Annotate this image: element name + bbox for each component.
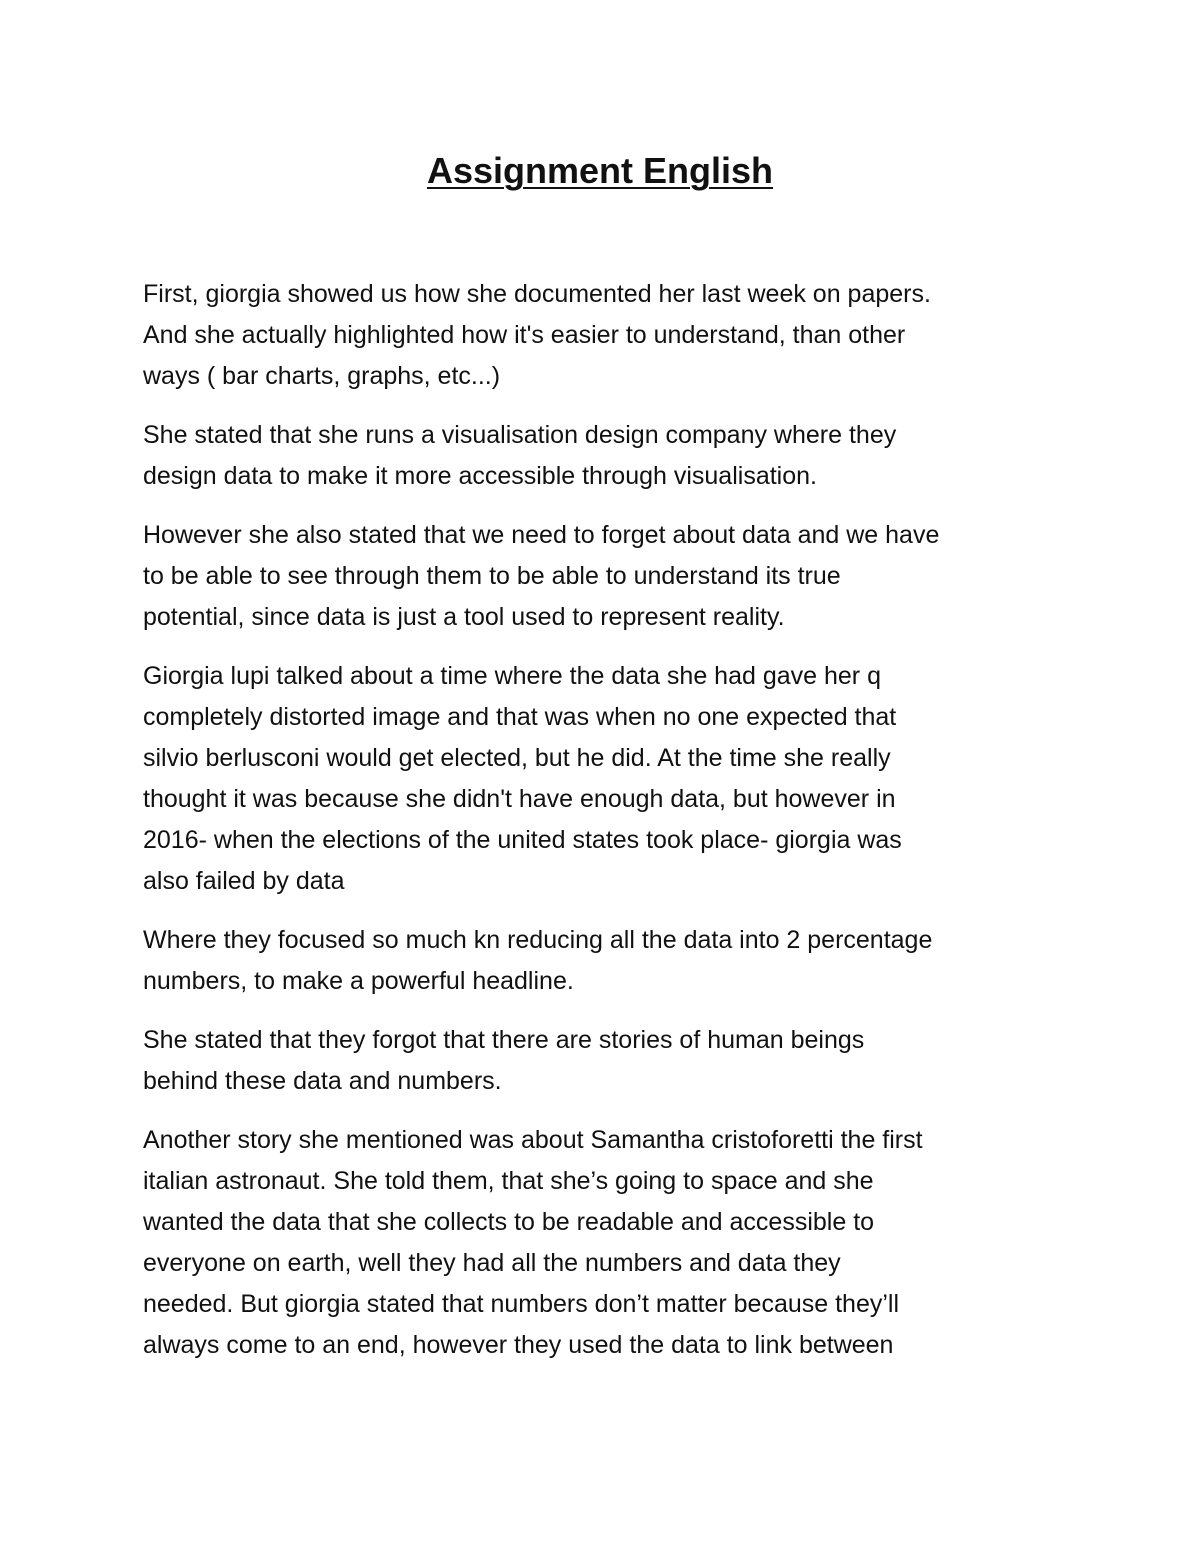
paragraph-1 [143, 274, 1073, 397]
paragraph-2 [143, 415, 1073, 497]
text-line: italian astronaut. She told them, that she’s going to space and she [143, 1167, 874, 1195]
paragraph-3 [143, 515, 1073, 638]
text-line: Where they focused so much kn reducing all the data into 2 percentage [143, 926, 933, 954]
text-line: design data to make it more accessible through visualisation. [143, 462, 817, 490]
text-line: thought it was because she didn't have enough data, but however in [143, 785, 896, 813]
document-title: Assignment English [426, 150, 774, 191]
text-line: everyone on earth, well they had all the numbers and data they [143, 1249, 841, 1277]
text-line: potential, since data is just a tool used to represent reality. [143, 603, 785, 631]
text-line: She stated that they forgot that there are stories of human beings [143, 1026, 865, 1054]
paragraph-7 [143, 1120, 1073, 1366]
text-line: silvio berlusconi would get elected, but he did. At the time she really [143, 744, 891, 772]
document-body [143, 274, 1073, 1384]
text-line: numbers, to make a powerful headline. [143, 967, 574, 995]
text-line: First, giorgia showed us how she documented her last week on papers. [143, 280, 931, 308]
text-line: Another story she mentioned was about Samantha cristoforetti the first [143, 1126, 923, 1154]
text-line: However she also stated that we need to forget about data and we have [143, 521, 940, 549]
paragraph-5 [143, 920, 1073, 1002]
paragraph-6 [143, 1020, 1073, 1102]
text-line: needed. But giorgia stated that numbers don’t matter because they’ll [143, 1290, 900, 1318]
text-line: to be able to see through them to be able to understand its true [143, 562, 841, 590]
text-line: wanted the data that she collects to be readable and accessible to [143, 1208, 875, 1236]
paragraph-4 [143, 656, 1073, 902]
text-line: completely distorted image and that was when no one expected that [143, 703, 897, 731]
text-line: also failed by data [143, 867, 345, 895]
text-line: Giorgia lupi talked about a time where the data she had gave her q [143, 662, 881, 690]
text-line: always come to an end, however they used the data to link between [143, 1331, 894, 1359]
text-line: ways ( bar charts, graphs, etc...) [143, 362, 501, 390]
text-line: And she actually highlighted how it's easier to understand, than other [143, 321, 906, 349]
text-line: behind these data and numbers. [143, 1067, 502, 1095]
text-line: 2016- when the elections of the united states took place- giorgia was [143, 826, 902, 854]
text-line: She stated that she runs a visualisation design company where they [143, 421, 897, 449]
